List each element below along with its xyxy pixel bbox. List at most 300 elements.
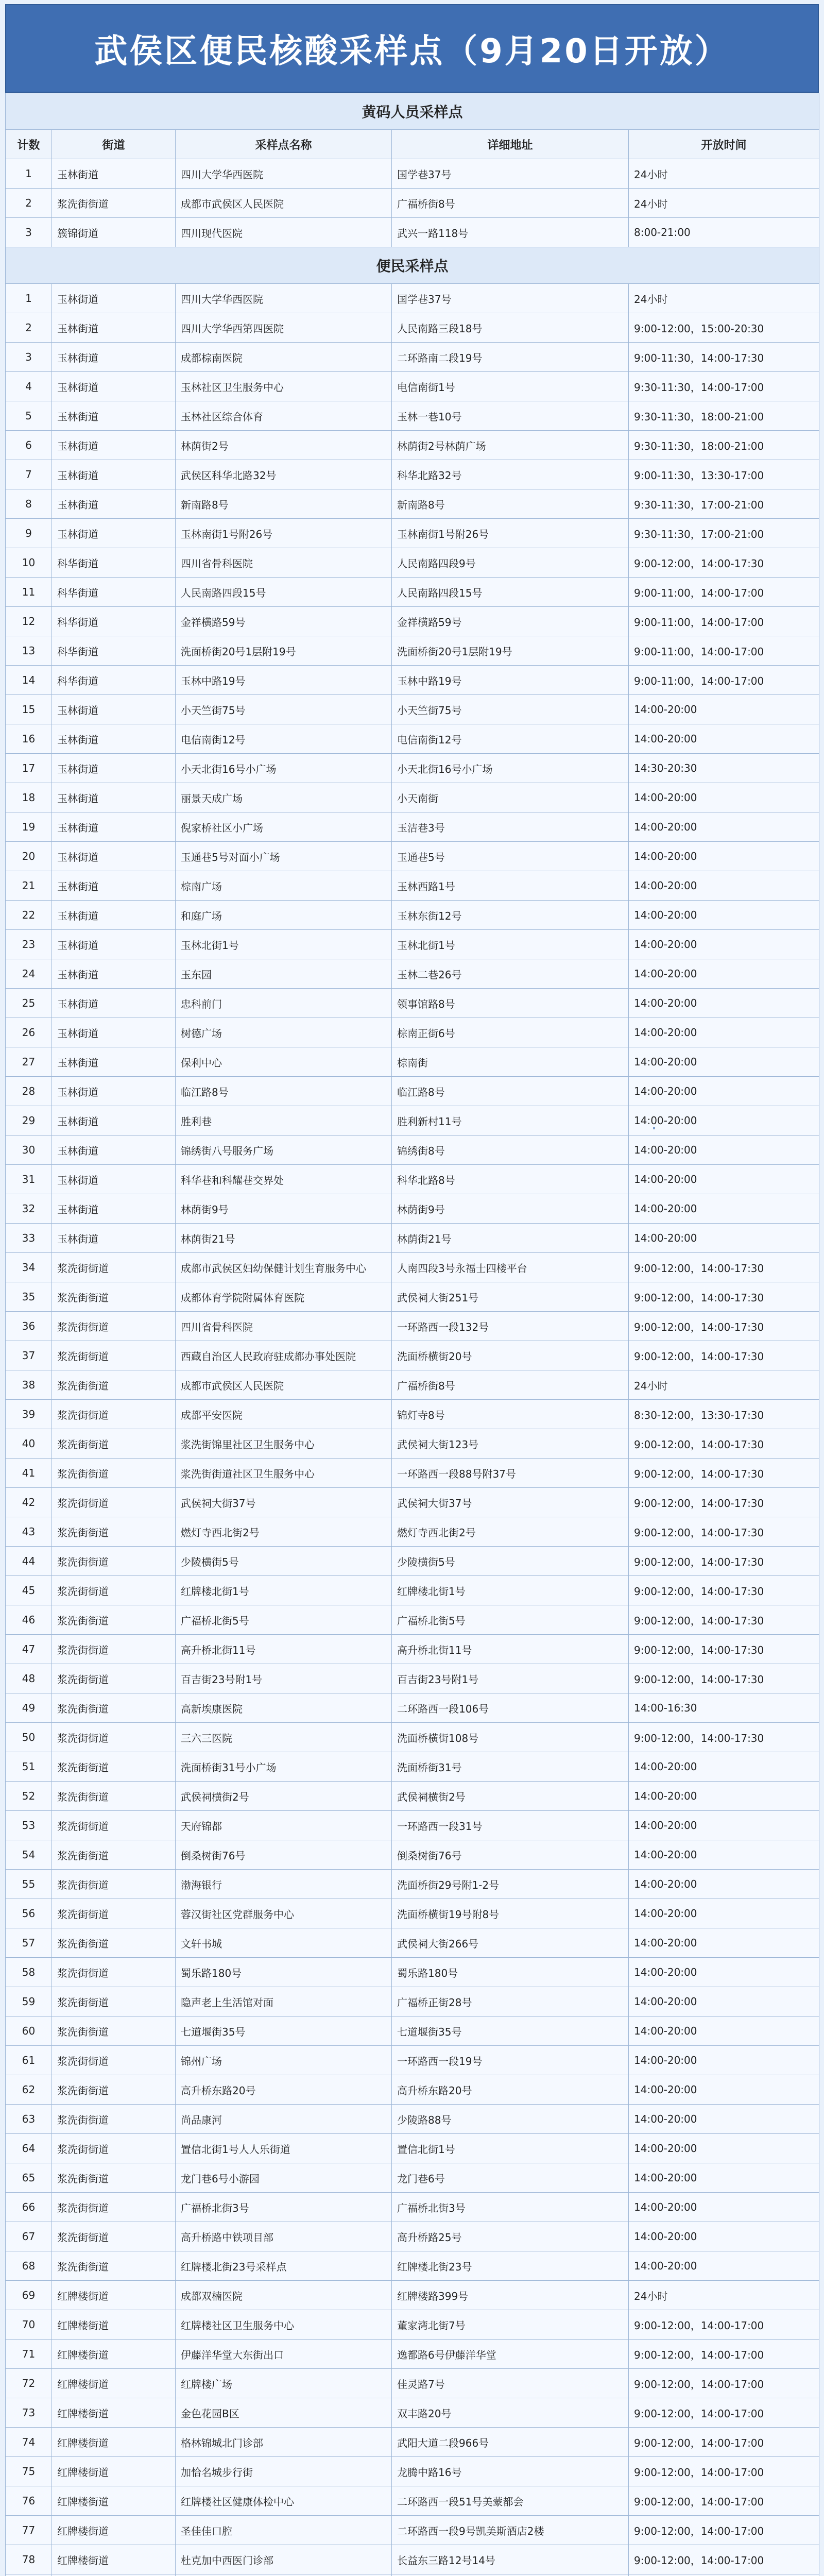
cell-idx: 6 xyxy=(6,431,52,460)
cell-name: 四川省骨科医院 xyxy=(176,548,392,578)
cell-addr: 一环路西一段132号 xyxy=(392,1312,629,1341)
cell-street: 玉林街道 xyxy=(52,1194,176,1224)
cell-addr: 新南路8号 xyxy=(392,489,629,519)
decorative-dot xyxy=(653,1127,655,1129)
table-row xyxy=(6,2046,819,2075)
cell-street: 玉林街道 xyxy=(52,313,176,343)
table-row xyxy=(6,636,819,666)
cell-addr: 龙门巷6号 xyxy=(392,2163,629,2193)
cell-idx: 58 xyxy=(6,1958,52,1987)
table-row xyxy=(6,1723,819,1752)
cell-addr: 人南四段3号永福士四楼平台 xyxy=(392,1253,629,1282)
cell-name: 广福桥北街3号 xyxy=(176,2193,392,2222)
cell-name: 科华巷和科耀巷交界处 xyxy=(176,1165,392,1194)
cell-idx: 40 xyxy=(6,1429,52,1459)
cell-street: 浆洗街街道 xyxy=(52,1928,176,1958)
cell-addr: 七道堰街35号 xyxy=(392,2016,629,2046)
cell-street: 科华街道 xyxy=(52,636,176,666)
cell-idx: 56 xyxy=(6,1899,52,1928)
cell-addr: 广福桥街8号 xyxy=(392,189,629,218)
cell-idx: 64 xyxy=(6,2134,52,2163)
cell-addr: 玉林中路19号 xyxy=(392,666,629,695)
cell-addr: 金祥横路59号 xyxy=(392,607,629,636)
table-row xyxy=(6,1576,819,1605)
cell-addr: 二环路西一段9号凯美斯酒店2楼 xyxy=(392,2516,629,2545)
cell-idx: 5 xyxy=(6,401,52,431)
cell-street: 玉林街道 xyxy=(52,1106,176,1136)
cell-time: 14:00-20:00 xyxy=(629,842,819,871)
cell-time: 14:00-20:00 xyxy=(629,1987,819,2016)
cell-name: 电信南街12号 xyxy=(176,724,392,754)
cell-street: 红牌楼街道 xyxy=(52,2281,176,2310)
cell-addr: 胜利新村11号 xyxy=(392,1106,629,1136)
table-row xyxy=(6,1928,819,1958)
cell-addr: 龙腾中路16号 xyxy=(392,2457,629,2486)
cell-street: 浆洗街街道 xyxy=(52,1282,176,1312)
cell-street: 簇锦街道 xyxy=(52,218,176,247)
cell-time: 24小时 xyxy=(629,2281,819,2310)
cell-time: 9:00-12:00，14:00-17:00 xyxy=(629,2457,819,2486)
cell-time: 24小时 xyxy=(629,1370,819,1400)
cell-addr: 高升桥路25号 xyxy=(392,2222,629,2251)
cell-street: 浆洗街街道 xyxy=(52,1576,176,1605)
cell-addr: 玉林二巷26号 xyxy=(392,959,629,989)
table-row xyxy=(6,2310,819,2340)
table-row xyxy=(6,1077,819,1106)
cell-time: 9:30-11:30，17:00-21:00 xyxy=(629,519,819,548)
table-row xyxy=(6,1400,819,1429)
table-row xyxy=(6,431,819,460)
cell-name: 玉东园 xyxy=(176,959,392,989)
cell-addr: 红牌楼北街23号 xyxy=(392,2251,629,2281)
cell-idx: 17 xyxy=(6,754,52,783)
table-row xyxy=(6,1693,819,1723)
cell-idx: 54 xyxy=(6,1840,52,1870)
cell-street: 科华街道 xyxy=(52,666,176,695)
cell-street: 玉林街道 xyxy=(52,930,176,959)
cell-name: 隐声老上生活馆对面 xyxy=(176,1987,392,2016)
table-row xyxy=(6,1018,819,1047)
cell-street: 红牌楼街道 xyxy=(52,2516,176,2545)
cell-name: 蜀乐路180号 xyxy=(176,1958,392,1987)
cell-street: 浆洗街街道 xyxy=(52,1517,176,1547)
cell-street: 玉林街道 xyxy=(52,1077,176,1106)
cell-street: 浆洗街街道 xyxy=(52,1547,176,1576)
cell-addr: 二环路南二段19号 xyxy=(392,343,629,372)
cell-time: 9:30-11:30，18:00-21:00 xyxy=(629,401,819,431)
cell-time: 9:00-12:00，14:00-17:00 xyxy=(629,2398,819,2428)
table-row xyxy=(6,2163,819,2193)
cell-time: 14:00-20:00 xyxy=(629,1811,819,1840)
cell-name: 新南路8号 xyxy=(176,489,392,519)
table-row xyxy=(6,930,819,959)
cell-street: 玉林街道 xyxy=(52,754,176,783)
cell-addr: 广福桥正街28号 xyxy=(392,1987,629,2016)
table-row xyxy=(6,2457,819,2486)
cell-name: 高升桥北街11号 xyxy=(176,1635,392,1664)
table-row xyxy=(6,2340,819,2369)
cell-time: 14:00-20:00 xyxy=(629,2075,819,2105)
cell-idx: 33 xyxy=(6,1224,52,1253)
cell-street: 浆洗街街道 xyxy=(52,1253,176,1282)
cell-name: 成都平安医院 xyxy=(176,1400,392,1429)
cell-idx: 42 xyxy=(6,1488,52,1517)
header-street: 街道 xyxy=(52,130,176,159)
sampling-table xyxy=(5,93,819,2576)
cell-idx: 3 xyxy=(6,218,52,247)
cell-name: 武侯祠横街2号 xyxy=(176,1782,392,1811)
cell-addr: 小天竺街75号 xyxy=(392,695,629,724)
cell-street: 红牌楼街道 xyxy=(52,2310,176,2340)
cell-idx: 76 xyxy=(6,2486,52,2516)
cell-addr: 逸都路6号伊藤洋华堂 xyxy=(392,2340,629,2369)
cell-time: 14:30-20:30 xyxy=(629,754,819,783)
section-yellow-row xyxy=(6,93,819,130)
cell-street: 浆洗街街道 xyxy=(52,2222,176,2251)
table-row xyxy=(6,2574,819,2576)
cell-street: 浆洗街街道 xyxy=(52,1341,176,1370)
table-row xyxy=(6,1488,819,1517)
cell-time: 14:00-20:00 xyxy=(629,1106,819,1136)
table-row xyxy=(6,1341,819,1370)
cell-addr: 人民南路四段15号 xyxy=(392,578,629,607)
cell-idx: 45 xyxy=(6,1576,52,1605)
cell-idx: 74 xyxy=(6,2428,52,2457)
cell-idx: 29 xyxy=(6,1106,52,1136)
table-row xyxy=(6,284,819,313)
table-row xyxy=(6,1194,819,1224)
cell-addr: 一环路西一段19号 xyxy=(392,2046,629,2075)
cell-idx: 75 xyxy=(6,2457,52,2486)
cell-addr: 一环路西一段88号附37号 xyxy=(392,1459,629,1488)
cell-name: 四川大学华西医院 xyxy=(176,284,392,313)
cell-addr: 玉通巷5号 xyxy=(392,842,629,871)
cell-idx xyxy=(6,2574,52,2576)
cell-time: 14:00-20:00 xyxy=(629,1018,819,1047)
table-row xyxy=(6,1605,819,1635)
table-row xyxy=(6,1635,819,1664)
cell-time: 14:00-20:00 xyxy=(629,959,819,989)
cell-time: 14:00-20:00 xyxy=(629,2163,819,2193)
section-public-row xyxy=(6,247,819,284)
cell-time: 14:00-20:00 xyxy=(629,2193,819,2222)
section-yellow-title: 黄码人员采样点 xyxy=(6,93,819,130)
cell-addr: 人民南路三段18号 xyxy=(392,313,629,343)
cell-name: 玉林北街1号 xyxy=(176,930,392,959)
cell-time: 14:00-20:00 xyxy=(629,2222,819,2251)
table-row xyxy=(6,2193,819,2222)
cell-time: 14:00-20:00 xyxy=(629,783,819,812)
cell-street: 玉林街道 xyxy=(52,783,176,812)
cell-addr: 林荫街9号 xyxy=(392,1194,629,1224)
header-row xyxy=(6,130,819,159)
cell-idx: 27 xyxy=(6,1047,52,1077)
cell-addr: 红牌楼北街1号 xyxy=(392,1576,629,1605)
cell-street: 玉林街道 xyxy=(52,812,176,842)
cell-addr: 一环路西一段31号 xyxy=(392,1811,629,1840)
cell-time: 9:00-12:00，14:00-17:30 xyxy=(629,1576,819,1605)
cell-idx: 60 xyxy=(6,2016,52,2046)
cell-idx: 18 xyxy=(6,783,52,812)
cell-addr: 佳灵路7号 xyxy=(392,2369,629,2398)
cell-addr: 广福桥街8号 xyxy=(392,1370,629,1400)
cell-idx: 34 xyxy=(6,1253,52,1282)
cell-street: 科华街道 xyxy=(52,548,176,578)
cell-idx: 50 xyxy=(6,1723,52,1752)
table-row xyxy=(6,989,819,1018)
cell-addr: 电信南街1号 xyxy=(392,372,629,401)
table-row xyxy=(6,519,819,548)
cell-time: 9:00-12:00，14:00-17:30 xyxy=(629,1459,819,1488)
cell-addr: 广福桥北街3号 xyxy=(392,2193,629,2222)
cell-name: 玉通巷5号对面小广场 xyxy=(176,842,392,871)
cell-name: 成都体育学院附属体育医院 xyxy=(176,1282,392,1312)
cell-time: 14:00-20:00 xyxy=(629,871,819,901)
table-row xyxy=(6,724,819,754)
cell-name: 三六三医院 xyxy=(176,1723,392,1752)
table-row xyxy=(6,1547,819,1576)
cell-name: 红牌楼北街1号 xyxy=(176,1576,392,1605)
cell-time: 14:00-20:00 xyxy=(629,1870,819,1899)
cell-street: 浆洗街街道 xyxy=(52,2046,176,2075)
cell-time: 14:00-20:00 xyxy=(629,1047,819,1077)
cell-addr: 玉林一巷10号 xyxy=(392,401,629,431)
cell-street: 玉林街道 xyxy=(52,460,176,489)
cell-name: 四川省骨科医院 xyxy=(176,1312,392,1341)
table-row xyxy=(6,2398,819,2428)
cell-addr: 小天南街 xyxy=(392,783,629,812)
cell-street: 浆洗街街道 xyxy=(52,2163,176,2193)
cell-name: 高升桥东路20号 xyxy=(176,2075,392,2105)
cell-street: 红牌楼街道 xyxy=(52,2369,176,2398)
cell-street: 玉林街道 xyxy=(52,1047,176,1077)
cell-idx: 28 xyxy=(6,1077,52,1106)
table-row xyxy=(6,2545,819,2574)
cell-time: 9:00-11:00，14:00-17:00 xyxy=(629,578,819,607)
header-name: 采样点名称 xyxy=(176,130,392,159)
cell-street: 浆洗街街道 xyxy=(52,1693,176,1723)
cell-name: 保利中心 xyxy=(176,1047,392,1077)
cell-addr: 少陵路88号 xyxy=(392,2105,629,2134)
cell-idx: 68 xyxy=(6,2251,52,2281)
table-row xyxy=(6,2016,819,2046)
cell-idx: 11 xyxy=(6,578,52,607)
cell-time: 9:00-12:00，14:00-17:30 xyxy=(629,1605,819,1635)
cell-time: 9:00-11:30，13:30-17:00 xyxy=(629,460,819,489)
cell-time: 14:00-20:00 xyxy=(629,695,819,724)
cell-name: 丽景天成广场 xyxy=(176,783,392,812)
cell-street: 玉林街道 xyxy=(52,724,176,754)
cell-idx: 39 xyxy=(6,1400,52,1429)
cell-time: 9:00-12:00，14:00-17:00 xyxy=(629,2428,819,2457)
table-row xyxy=(6,1664,819,1693)
cell-addr: 洗面桥横街19号附8号 xyxy=(392,1899,629,1928)
cell-addr: 长益东三路12号14号 xyxy=(392,2545,629,2574)
cell-time: 14:00-20:00 xyxy=(629,1928,819,1958)
table-row xyxy=(6,959,819,989)
cell-name: 龙门巷6号小游园 xyxy=(176,2163,392,2193)
cell-time: 14:00-20:00 xyxy=(629,1165,819,1194)
cell-idx: 4 xyxy=(6,372,52,401)
cell-name: 人民南路四段15号 xyxy=(176,578,392,607)
cell-addr: 燃灯寺西北街2号 xyxy=(392,1517,629,1547)
cell-addr: 锦灯寺8号 xyxy=(392,1400,629,1429)
cell-name: 棕南广场 xyxy=(176,871,392,901)
cell-time: 14:00-20:00 xyxy=(629,2251,819,2281)
cell-street: 浆洗街街道 xyxy=(52,2075,176,2105)
cell-time: 9:00-12:00，14:00-17:00 xyxy=(629,2486,819,2516)
cell-idx: 25 xyxy=(6,989,52,1018)
cell-name: 西藏自治区人民政府驻成都办事处医院 xyxy=(176,1341,392,1370)
cell-idx: 38 xyxy=(6,1370,52,1400)
cell-street: 红牌楼街道 xyxy=(52,2545,176,2574)
cell-street: 玉林街道 xyxy=(52,489,176,519)
table-row xyxy=(6,372,819,401)
cell-time: 9:00-12:00，14:00-17:00 xyxy=(629,2516,819,2545)
cell-street: 玉林街道 xyxy=(52,1224,176,1253)
cell-time: 24小时 xyxy=(629,284,819,313)
cell-addr: 双丰路20号 xyxy=(392,2398,629,2428)
cell-time: 9:00-11:30，14:00-17:30 xyxy=(629,343,819,372)
cell-time: 9:00-12:00，14:00-17:30 xyxy=(629,1341,819,1370)
cell-time: 14:00-20:00 xyxy=(629,901,819,930)
cell-street: 红牌楼街道 xyxy=(52,2340,176,2369)
cell-time: 24小时 xyxy=(629,189,819,218)
cell-addr: 武阳大道二段966号 xyxy=(392,2428,629,2457)
cell-name: 高新埃康医院 xyxy=(176,1693,392,1723)
cell-addr: 董家湾北街7号 xyxy=(392,2310,629,2340)
table-row xyxy=(6,313,819,343)
cell-addr: 林荫街21号 xyxy=(392,1224,629,1253)
cell-time: 14:00-20:00 xyxy=(629,1840,819,1870)
cell-street: 红牌楼街道 xyxy=(52,2398,176,2428)
cell-name: 广福桥北街5号 xyxy=(176,1605,392,1635)
cell-addr: 科华北路32号 xyxy=(392,460,629,489)
cell-addr: 国学巷37号 xyxy=(392,159,629,189)
cell-addr: 电信南街12号 xyxy=(392,724,629,754)
cell-time: 9:00-12:00，14:00-17:30 xyxy=(629,1664,819,1693)
cell-idx: 7 xyxy=(6,460,52,489)
cell-time: 9:00-12:00，14:00-17:00 xyxy=(629,2310,819,2340)
cell-street: 浆洗街街道 xyxy=(52,1429,176,1459)
cell-idx: 70 xyxy=(6,2310,52,2340)
cell-name: 金祥横路59号 xyxy=(176,607,392,636)
table-row xyxy=(6,783,819,812)
cell-addr: 高升桥北街11号 xyxy=(392,1635,629,1664)
cell-time: 9:00-12:00，14:00-17:30 xyxy=(629,1547,819,1576)
cell-time: 9:00-12:00，14:00-17:30 xyxy=(629,548,819,578)
table-row xyxy=(6,1165,819,1194)
cell-idx: 32 xyxy=(6,1194,52,1224)
header-addr: 详细地址 xyxy=(392,130,629,159)
table-row xyxy=(6,695,819,724)
cell-street: 浆洗街街道 xyxy=(52,1782,176,1811)
cell-idx: 59 xyxy=(6,1987,52,2016)
header-idx: 计数 xyxy=(6,130,52,159)
cell-time: 9:00-12:00，14:00-17:30 xyxy=(629,1282,819,1312)
cell-time: 14:00-20:00 xyxy=(629,1077,819,1106)
cell-addr: 玉洁巷3号 xyxy=(392,812,629,842)
cell-idx: 35 xyxy=(6,1282,52,1312)
table-row xyxy=(6,812,819,842)
page-title: 武侯区便民核酸采样点（9月20日开放） xyxy=(5,4,819,93)
cell-addr: 武侯祠横街2号 xyxy=(392,1782,629,1811)
cell-name: 树德广场 xyxy=(176,1018,392,1047)
cell-street: 玉林街道 xyxy=(52,401,176,431)
cell-name: 红牌楼社区卫生服务中心 xyxy=(176,2310,392,2340)
table-row xyxy=(6,842,819,871)
cell-addr: 武侯祠大街37号 xyxy=(392,1488,629,1517)
cell-idx: 41 xyxy=(6,1459,52,1488)
cell-idx: 69 xyxy=(6,2281,52,2310)
cell-name: 林荫街21号 xyxy=(176,1224,392,1253)
cell-time: 14:00-20:00 xyxy=(629,812,819,842)
cell-idx: 51 xyxy=(6,1752,52,1782)
cell-idx: 47 xyxy=(6,1635,52,1664)
cell-time: 9:00-12:00，15:00-20:30 xyxy=(629,313,819,343)
cell-name: 临江路8号 xyxy=(176,1077,392,1106)
cell-time: 9:00-11:00，14:00-17:00 xyxy=(629,666,819,695)
cell-addr: 百吉街23号附1号 xyxy=(392,1664,629,1693)
cell-time: 9:00-12:00，14:00-17:00 xyxy=(629,2369,819,2398)
cell-idx: 30 xyxy=(6,1136,52,1165)
cell-time: 14:00-20:00 xyxy=(629,1194,819,1224)
cell-idx: 36 xyxy=(6,1312,52,1341)
table-row xyxy=(6,1782,819,1811)
cell-addr: 倒桑树街76号 xyxy=(392,1840,629,1870)
cell-addr: 置信北街1号 xyxy=(392,2134,629,2163)
table-row xyxy=(6,489,819,519)
table-row xyxy=(6,343,819,372)
cell-addr: 武侯祠大街123号 xyxy=(392,1429,629,1459)
cell-idx: 3 xyxy=(6,343,52,372)
cell-idx: 24 xyxy=(6,959,52,989)
cell-name: 林荫街9号 xyxy=(176,1194,392,1224)
cell-street: 玉林街道 xyxy=(52,901,176,930)
cell-name: 四川现代医院 xyxy=(176,218,392,247)
cell-time: 14:00-20:00 xyxy=(629,2134,819,2163)
cell-idx: 73 xyxy=(6,2398,52,2428)
cell-street: 浆洗街街道 xyxy=(52,189,176,218)
table-row xyxy=(6,1047,819,1077)
table-row xyxy=(6,2075,819,2105)
cell-name: 玉林社区卫生服务中心 xyxy=(176,372,392,401)
cell-addr: 人民南路四段9号 xyxy=(392,548,629,578)
cell-street: 浆洗街街道 xyxy=(52,1840,176,1870)
cell-addr: 二环路西一段106号 xyxy=(392,1693,629,1723)
cell-addr: 少陵横街5号 xyxy=(392,1547,629,1576)
table-row xyxy=(6,1870,819,1899)
table-row xyxy=(6,607,819,636)
cell-idx: 2 xyxy=(6,313,52,343)
cell-name: 圣佳佳口腔 xyxy=(176,2516,392,2545)
cell-idx: 26 xyxy=(6,1018,52,1047)
cell-name: 加恰名城步行街 xyxy=(176,2457,392,2486)
cell-idx: 8 xyxy=(6,489,52,519)
table-row xyxy=(6,460,819,489)
cell-street: 浆洗街街道 xyxy=(52,1870,176,1899)
cell-street: 玉林街道 xyxy=(52,1018,176,1047)
cell-name: 玉林中路19号 xyxy=(176,666,392,695)
cell-idx: 31 xyxy=(6,1165,52,1194)
cell-time: 9:00-12:00，14:00-17:00 xyxy=(629,2545,819,2574)
cell-idx: 67 xyxy=(6,2222,52,2251)
cell-idx: 1 xyxy=(6,159,52,189)
cell-idx: 55 xyxy=(6,1870,52,1899)
cell-time: 14:00-20:00 xyxy=(629,2016,819,2046)
cell-name: 成都市武侯区人民医院 xyxy=(176,1370,392,1400)
cell-idx: 13 xyxy=(6,636,52,666)
